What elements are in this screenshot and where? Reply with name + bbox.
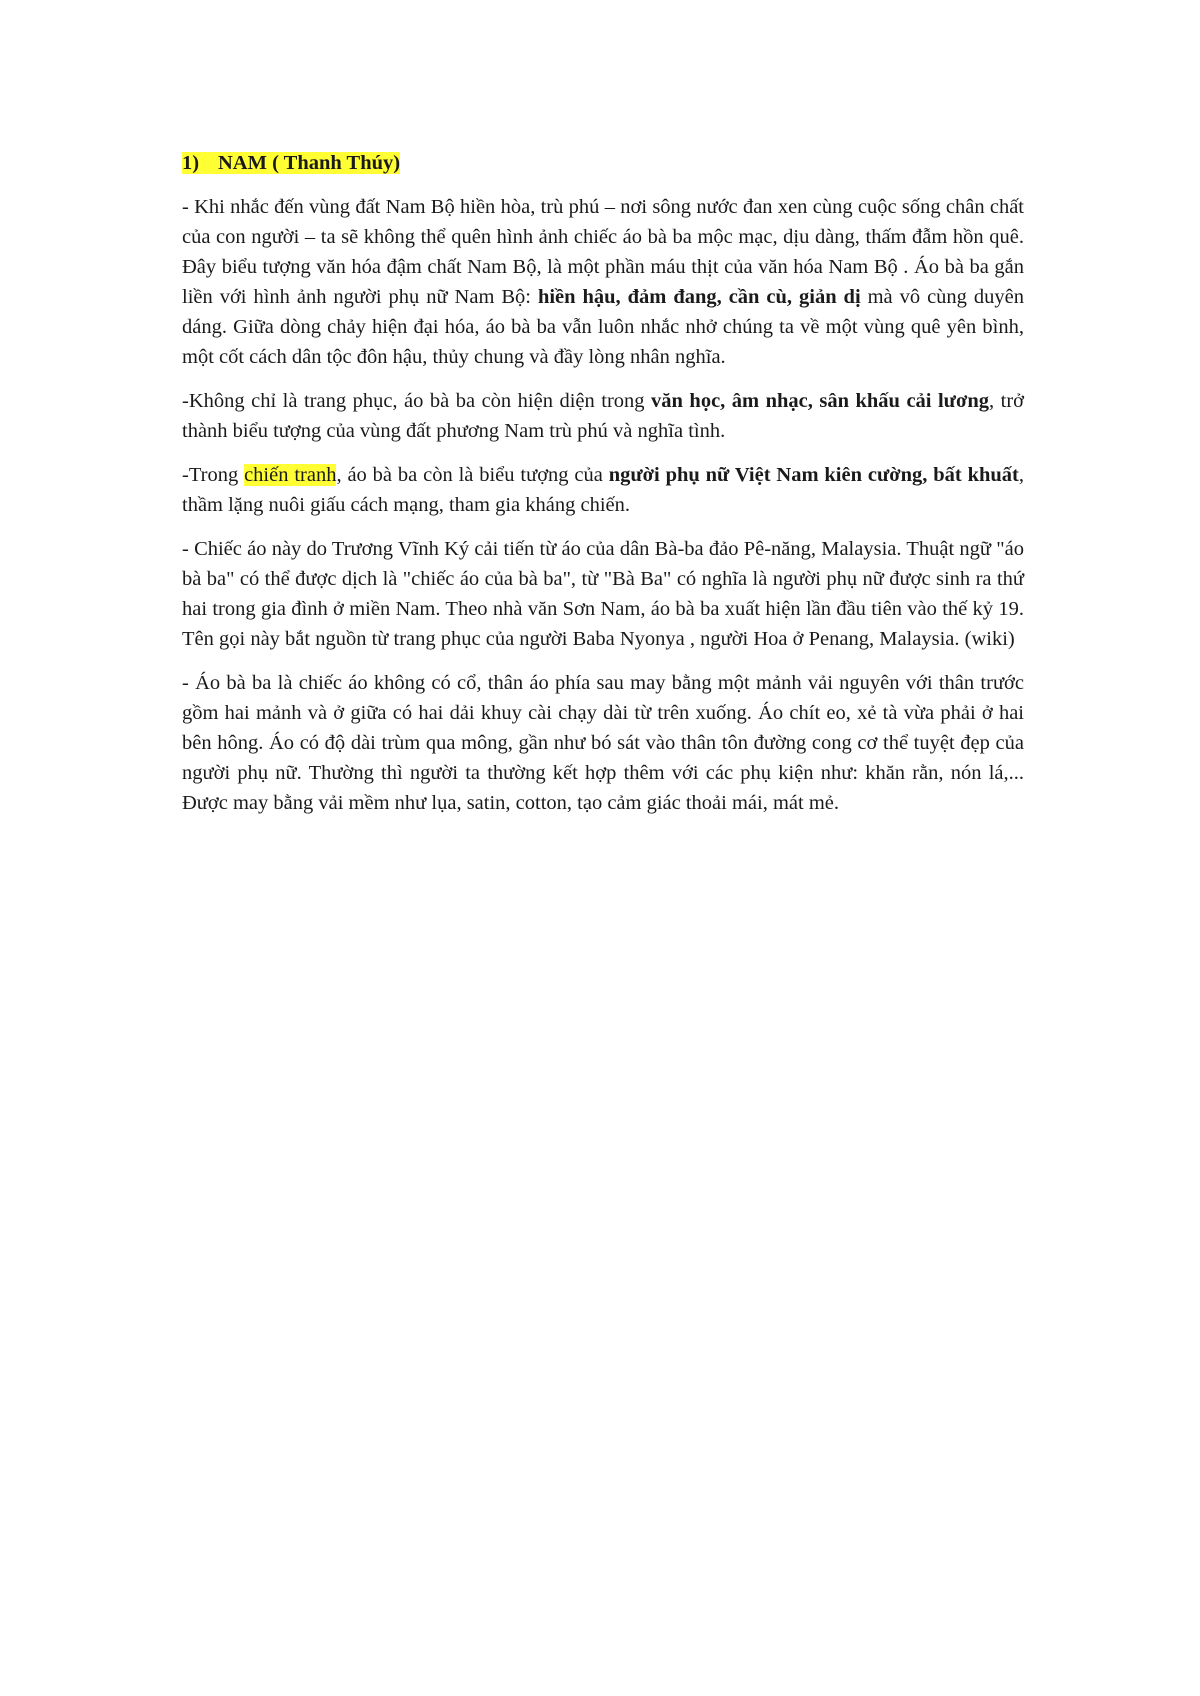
paragraph-war	[182, 460, 1024, 520]
heading-highlight	[182, 152, 400, 174]
paragraph-description: - Áo bà ba là chiếc áo không có cổ, thân áo phía sau may bằng một mảnh vải nguyên với thân trước gồm hai mảnh và ở giữa có hai dải khuy cài chạy dài từ trên xuống. Áo chít eo, xẻ tà vừa phải ở hai bên hông. Áo có độ dài trùm qua mông, gần như bó sát vào thân tôn đường cong cơ thể tuyệt đẹp của người phụ nữ. Thường thì người ta thường kết hợp thêm với các phụ kiện như: khăn rằn, nón lá,... Được may bằng vải mềm như lụa, satin, cotton, tạo cảm giác thoải mái, mát mẻ.	[182, 672, 1024, 814]
paragraph-culture-bold: văn học, âm nhạc, sân khấu cải lương	[651, 390, 989, 412]
paragraph-intro-bold: hiền hậu, đảm đang, cần cù, giản dị	[537, 286, 861, 308]
heading-number: 1)	[182, 152, 200, 174]
paragraph-culture	[182, 386, 1024, 446]
paragraph-war-text-mid: , áo bà ba còn là biểu tượng của	[336, 464, 609, 486]
paragraph-intro-text: - Khi nhắc đến vùng đất Nam Bộ hiền hòa, trù phú – nơi sông nước đan xen cùng cuộc sống chân chất của con người – ta sẽ không thể quên hình ảnh chiếc áo bà ba mộc mạc, dịu dàng, thấm đẫm hồn quê. Đây biểu tượng văn hóa đậm chất Nam Bộ, là một phần máu thịt của văn hóa Nam Bộ . Áo bà ba gắn liền với hình ảnh người phụ nữ Nam Bộ:	[182, 196, 1024, 308]
heading-title: NAM ( Thanh Thúy)	[218, 152, 401, 174]
document-body	[182, 148, 1024, 832]
paragraph-war-highlight: chiến tranh	[244, 464, 337, 486]
paragraph-war-text: -Trong	[182, 464, 245, 486]
paragraph-war-text-end: , thầm lặng nuôi giấu cách mạng, tham gia kháng chiến.	[182, 464, 1024, 516]
paragraph-culture-text-end: , trở thành biểu tượng của vùng đất phương Nam trù phú và nghĩa tình.	[182, 390, 1024, 442]
paragraph-war-bold: người phụ nữ Việt Nam kiên cường, bất khuất	[608, 464, 1019, 486]
section-heading	[182, 148, 1024, 178]
paragraph-culture-text: -Không chỉ là trang phục, áo bà ba còn hiện diện trong	[182, 390, 652, 412]
paragraph-intro	[182, 192, 1024, 372]
paragraph-intro-text-end: mà vô cùng duyên dáng. Giữa dòng chảy hiện đại hóa, áo bà ba vẫn luôn nhắc nhở chúng ta về một vùng quê yên bình, một cốt cách dân tộc đôn hậu, thủy chung và đầy lòng nhân nghĩa.	[182, 286, 1024, 368]
paragraph-origin: - Chiếc áo này do Trương Vĩnh Ký cải tiến từ áo của dân Bà-ba đảo Pê-năng, Malaysia. Thuật ngữ "áo bà ba" có thể được dịch là "chiếc áo của bà ba", từ "Bà Ba" có nghĩa là người phụ nữ được sinh ra thứ hai trong gia đình ở miền Nam. Theo nhà văn Sơn Nam, áo bà ba xuất hiện lần đầu tiên vào thế kỷ 19. Tên gọi này bắt nguồn từ trang phục của người Baba Nyonya , người Hoa ở Penang, Malaysia. (wiki)	[182, 538, 1024, 650]
